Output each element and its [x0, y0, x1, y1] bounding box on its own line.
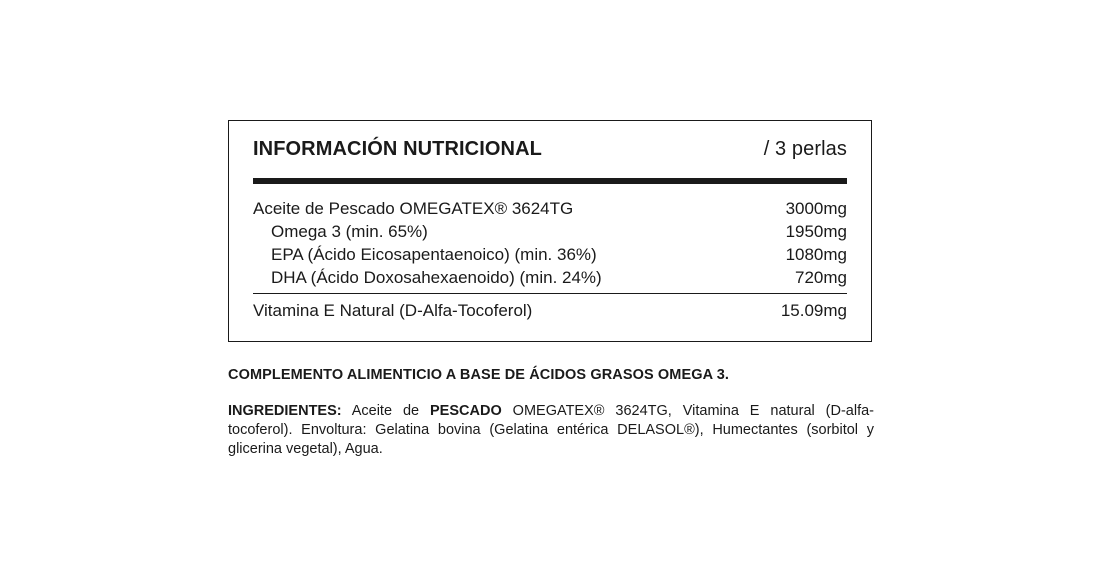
ingredients-heading: INGREDIENTES:: [228, 403, 342, 419]
ingredients-highlight: PESCADO: [430, 403, 502, 419]
ingredients-paragraph: [228, 402, 874, 459]
nutrient-row: [253, 243, 847, 266]
serving-size: / 3 perlas: [763, 138, 847, 160]
nutrient-value: 1080mg: [785, 245, 847, 264]
nutrient-label: EPA (Ácido Eicosapentaenoico) (min. 36%): [271, 245, 597, 264]
section-divider: [253, 293, 847, 294]
product-claim: COMPLEMENTO ALIMENTICIO A BASE DE ÁCIDOS GRASOS OMEGA 3.: [228, 367, 730, 383]
panel-header: [253, 138, 847, 161]
ingredients-text-after: OMEGATEX® 3624TG, Vitamina E natural (D-alfa-tocoferol). Envoltura: Gelatina bovina (Gelatina entérica DELASOL®), Humectantes (sorbitol y glicerina vegetal), Agua.: [228, 403, 875, 457]
nutrient-row: [253, 197, 847, 220]
nutrition-panel: [228, 120, 872, 342]
nutrient-list: [253, 197, 847, 289]
nutrient-value: 720mg: [795, 268, 847, 287]
nutrient-row: [253, 266, 847, 289]
nutrient-label: Aceite de Pescado OMEGATEX® 3624TG: [253, 199, 574, 218]
nutrient-row: [253, 220, 847, 243]
panel-title: INFORMACIÓN NUTRICIONAL: [253, 138, 542, 160]
header-divider: [253, 178, 847, 184]
ingredients-text-before: Aceite de: [341, 403, 431, 419]
nutrient-value: 1950mg: [785, 222, 847, 241]
nutrient-row: [253, 299, 847, 322]
vitamin-label: Vitamina E Natural (D-Alfa-Tocoferol): [253, 301, 533, 320]
nutrient-value: 3000mg: [785, 199, 847, 218]
vitamin-section: [253, 299, 847, 322]
nutrient-label: Omega 3 (min. 65%): [271, 222, 428, 241]
nutrient-label: DHA (Ácido Doxosahexaenoido) (min. 24%): [271, 268, 602, 287]
vitamin-value: 15.09mg: [780, 301, 847, 320]
